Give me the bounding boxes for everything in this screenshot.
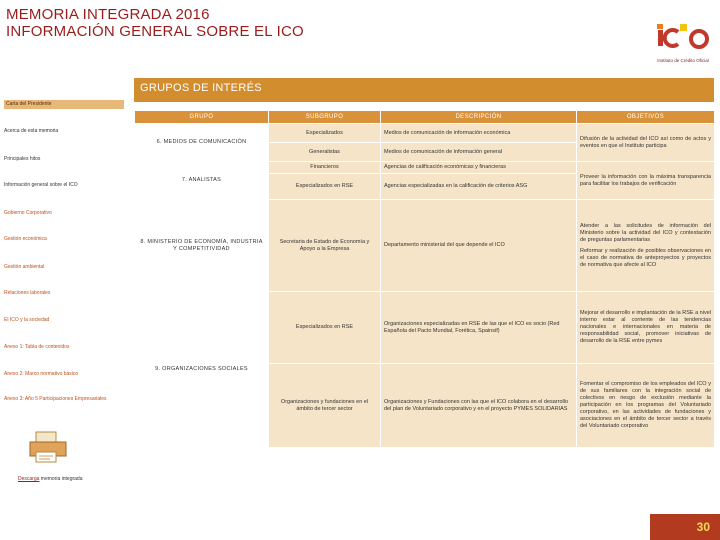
objective-cell: Mejorar el desarrollo e implantación de la RSE a nivel interno estar al corriente de las tendencias nacionales e internacionales en materia de responsabilidad social, promover iniciativas de desarrollo de la RSE entre pymes <box>577 292 715 364</box>
group-medios-comunicacion: 6. MEDIOS DE COMUNICACIÓN <box>135 124 269 162</box>
description-cell: Agencias especializadas en la calificación de criterios ASG <box>381 174 577 200</box>
header-subgrupo: SUBGRUPO <box>269 111 381 124</box>
sidebar-item-anexo-1[interactable]: Anexo 1: Tabla de contenidos <box>4 344 70 350</box>
sidebar-item-carta-presidente[interactable]: Carta del Presidente <box>4 100 124 109</box>
sidebar-item-informacion-general[interactable]: Información general sobre el ICO <box>4 182 78 188</box>
subgroup-cell: Secretaria de Estado de Economía y Apoyo a la Empresa <box>269 200 381 292</box>
subgroup-cell: Especializados en RSE <box>269 292 381 364</box>
section-banner: GRUPOS DE INTERÉS <box>134 78 714 100</box>
description-cell: Medios de comunicación de información general <box>381 143 577 162</box>
header-descripcion: DESCRIPCIÓN <box>381 111 577 124</box>
group-analistas: 7. ANALISTAS <box>135 162 269 200</box>
subgroup-cell: Generalistas <box>269 143 381 162</box>
download-report-link[interactable] <box>18 476 82 482</box>
printer-icon[interactable] <box>28 430 70 464</box>
sidebar-item-acerca-memoria[interactable]: Acerca de esta memoria <box>4 128 59 134</box>
sidebar-item-principales-hitos[interactable]: Principales hitos <box>4 156 41 162</box>
logo-caption: Instituto de Crédito Oficial <box>657 58 709 63</box>
description-cell: Departamento ministerial del que depende el ICO <box>381 200 577 292</box>
objective-cell: Fomentar el compromiso de los empleados del ICO y de sus familiares con la integración social de colectivos en riesgo de exclusión mediante la participación en los programas del Voluntariado corporativo, en las actividades de fundaciones y asociaciones en el ámbito de tercer sector a través del Voluntariado corporativo <box>577 364 715 448</box>
page-title-line-2: INFORMACIÓN GENERAL SOBRE EL ICO <box>6 23 304 40</box>
description-cell: Agencias de calificación económicas y financieras <box>381 162 577 174</box>
download-link-suffix: memoria integrada <box>39 476 83 482</box>
sidebar-item-anexo-3[interactable]: Anexo 3: Año 5 Participaciones Empresariales <box>4 396 107 402</box>
description-cell: Medios de comunicación de información económica <box>381 124 577 143</box>
subgroup-cell: Especializados <box>269 124 381 143</box>
table-row <box>135 124 715 143</box>
table-row <box>135 200 715 292</box>
stakeholder-table-wrap <box>134 110 714 448</box>
sidebar-item-ico-sociedad[interactable]: El ICO y la sociedad <box>4 317 50 323</box>
objective-cell: Proveer la información con la máxima transparencia para facilitar los trabajos de verificación <box>577 162 715 200</box>
stakeholder-table <box>134 110 715 448</box>
subgroup-cell: Especializados en RSE <box>269 174 381 200</box>
sidebar-item-gestion-economica[interactable]: Gestión económica <box>4 236 47 242</box>
table-row <box>135 162 715 174</box>
group-ministerio: 8. MINISTERIO DE ECONOMÍA, INDUSTRIA Y COMPETITIVIDAD <box>135 200 269 292</box>
header-objetivos: OBJETIVOS <box>577 111 715 124</box>
subgroup-cell: Financieros <box>269 162 381 174</box>
table-row <box>135 292 715 364</box>
description-cell: Organizaciones y Fundaciones con las que el ICO colabora en el desarrollo del plan de Voluntariado corporativo y en el proyecto PYMES SOLIDARIAS <box>381 364 577 448</box>
objective-cell <box>577 200 715 292</box>
page-number: 30 <box>650 514 720 540</box>
sidebar-item-gobierno-corporativo[interactable]: Gobierno Corporativo <box>4 210 52 216</box>
objective-text: Reformar y realización de posibles observaciones en el caso de normativa de anteproyectos y proyectos de normativa que afecte al ICO <box>580 247 711 268</box>
objective-cell: Difusión de la actividad del ICO así como de actos y eventos en que el Instituto participa <box>577 124 715 162</box>
download-link-prefix[interactable]: Descarga <box>18 476 40 482</box>
group-organizaciones-sociales: 9. ORGANIZACIONES SOCIALES <box>135 292 269 448</box>
subgroup-cell: Organizaciones y fundaciones en el ámbito de tercer sector <box>269 364 381 448</box>
sidebar-item-relaciones-laborales[interactable]: Relaciones laborales <box>4 290 51 296</box>
header-grupo: GRUPO <box>135 111 269 124</box>
banner-divider <box>134 100 714 102</box>
description-cell: Organizaciones especializadas en RSE de las que el ICO es socio (Red Española del Pacto Mundial, Forética, Spainsif) <box>381 292 577 364</box>
sidebar-item-anexo-2[interactable]: Anexo 2: Marco normativo básico <box>4 371 79 377</box>
table-header-row <box>135 111 715 124</box>
sidebar-item-gestion-ambiental[interactable]: Gestión ambiental <box>4 264 45 270</box>
page-title-line-1: MEMORIA INTEGRADA 2016 <box>6 6 210 23</box>
objective-text: Atender a las solicitudes de información del Ministerio sobre la actividad del ICO y contestación de preguntas parlamentarias <box>580 222 711 243</box>
